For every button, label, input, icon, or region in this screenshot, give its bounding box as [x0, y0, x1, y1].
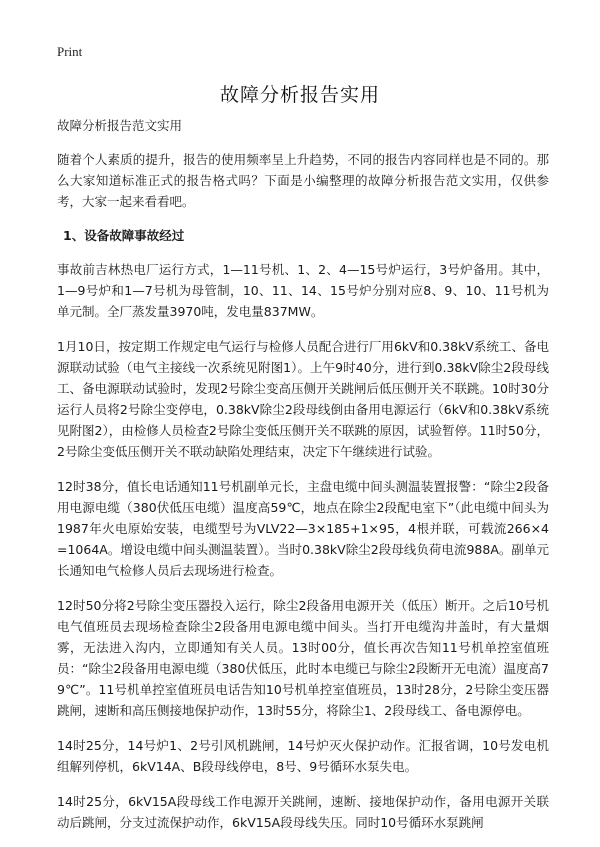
document-body [57, 116, 549, 847]
document-title: 故障分析报告实用 [219, 84, 380, 106]
section-heading: 1、设备故障事故经过 [63, 228, 185, 243]
body-paragraph: 14时25分，6kV15A段母线工作电源开关跳闸，速断、接地保护动作，备用电源开关联动后跳闸，分支过流保护动作，6kV15A段母线失压。同时10号循环水泵跳闸 [57, 794, 549, 830]
body-paragraph: 12时50分将2号除尘变压器投入运行，除尘2段备用电源开关（低压）断开。之后10号机电气值班员去现场检查除尘2段备用电源电缆中间头。当打开电缆沟井盖时，有大量烟雾，无法进入沟内，立即通知有关人员。13时00分，值长再次告知11号机单控室值班员：“除尘2段备用电源电缆（380伏低压，此时本电缆已与除尘2段断开无电流）温度高79℃”。11号机单控室值班员电话告知10号机单控室值班员，13时28分，2号除尘变压器跳闸，速断和高压侧接地保护动作，13时55分，将除尘1、2段母线工、备电源停电。 [57, 598, 549, 718]
body-paragraph: 事故前吉林热电厂运行方式，1—11号机、1、2、4—15号炉运行，3号炉备用。其中，1—9号炉和1—7号机为母管制，10、11、14、15号炉分别对应8、9、10、11号机为单元制。全厂蒸发量3970吨，发电量837MW。 [57, 262, 549, 319]
body-paragraph: 14时25分，14号炉1、2号引风机跳闸，14号炉灭火保护动作。汇报省调，10号发电机组解列停机，6kV14A、B段母线停电，8号、9号循环水泵失电。 [57, 738, 549, 774]
body-paragraph: 12时38分，值长电话通知11号机副单元长，主盘电缆中间头测温装置报警：“除尘2段备用电源电缆（380伏低压电缆）温度高59℃，地点在除尘2段配电室下”（此电缆中间头为1987年火电原始安装，电缆型号为VLV22—3×185+1×95，4根并联，可载流266×4=1064A。增设电缆中间头测温装置）。当时0.38kV除尘2段母线负荷电流988A。副单元长通知电气检修人员后去现场进行检查。 [57, 479, 549, 578]
document-subtitle: 故障分析报告范文实用 [57, 118, 183, 133]
intro-paragraph: 随着个人素质的提升，报告的使用频率呈上升趋势，不同的报告内容同样也是不同的。那么大家知道标准正式的报告格式吗？下面是小编整理的故障分析报告范文实用，仅供参考，大家一起来看看吧。 [57, 152, 549, 209]
body-paragraph: 1月10日，按定期工作规定电气运行与检修人员配合进行厂用6kV和0.38kV系统工、备电源联动试验（电气主接线一次系统见附图1）。上午9时40分，进行到0.38kV除尘2段母线工、备电源联动试验时，发现2号除尘变高压侧开关跳闸后低压侧开关不联跳。10时30分运行人员将2号除尘变停电，0.38kV除尘2段母线倒由备用电源运行（6kV和0.38kV系统见附图2），由检修人员检查2号除尘变低压侧开关不联跳的原因，试验暂停。11时50分，2号除尘变低压侧开关不联动缺陷处理结束，决定下午继续进行试验。 [57, 339, 549, 459]
print-label[interactable]: Print [57, 44, 83, 59]
